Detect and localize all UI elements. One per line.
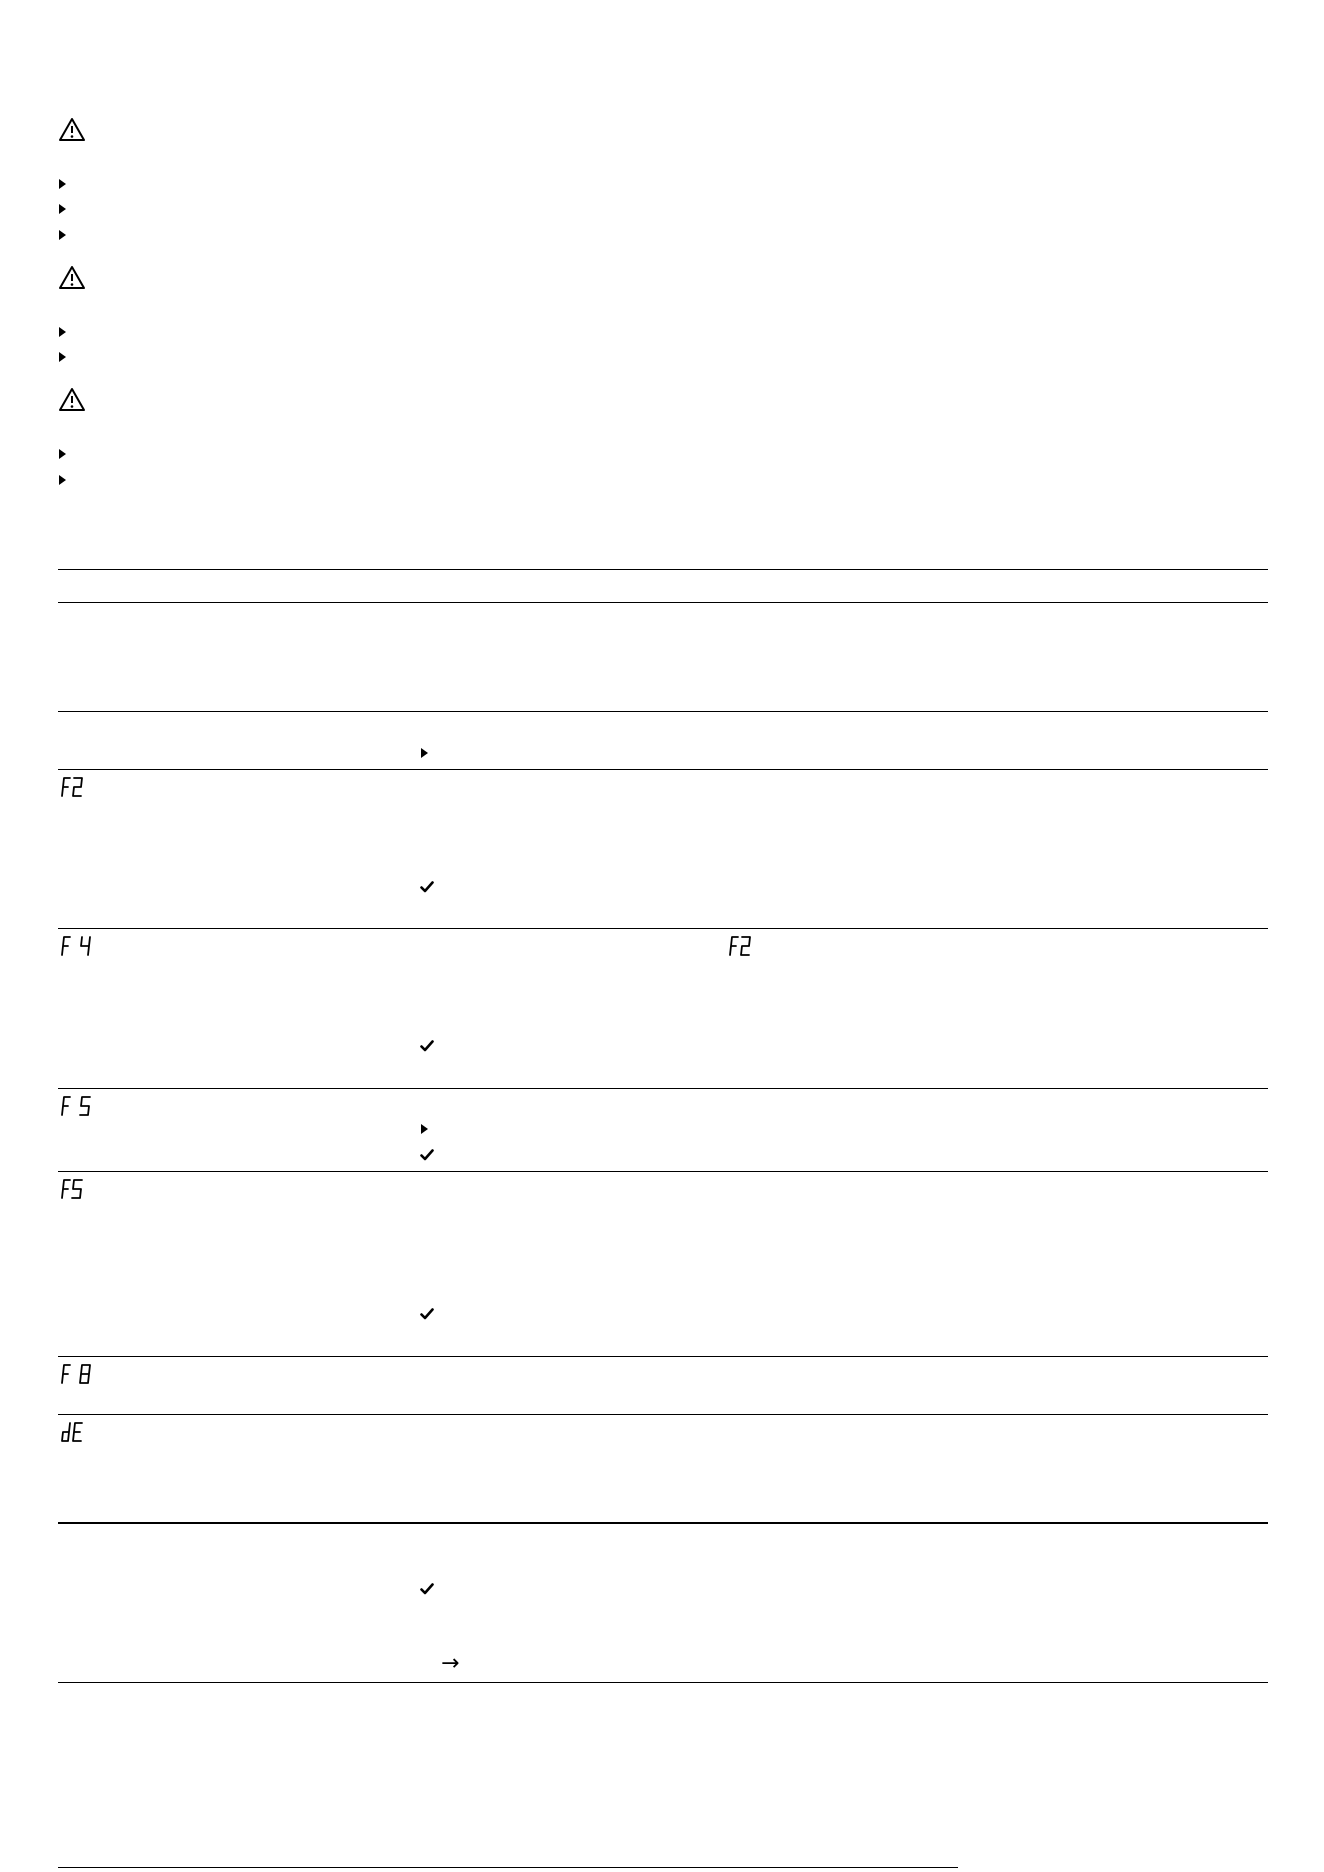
fault-code-de [60,1421,86,1447]
triangle-bullet-icon [59,179,66,189]
triangle-bullet-icon [59,204,66,214]
triangle-bullet-icon [59,475,66,485]
checkmark-icon [420,1583,434,1595]
table-row-rule [58,769,1268,770]
table-row-rule [58,1414,1268,1415]
checkmark-icon [420,1308,434,1320]
page-bottom-rule [58,1867,958,1868]
table-bottom-rule [58,1682,1268,1683]
table-row-rule [58,1088,1268,1089]
inline-fault-code-f2 [728,935,754,961]
warning-triangle-icon [58,117,86,143]
triangle-bullet-icon [59,230,66,240]
fault-code-f4 [60,935,94,961]
table-section-rule [58,1522,1268,1524]
triangle-bullet-icon [59,352,66,362]
fault-code-f5 [60,1178,86,1204]
checkmark-icon [420,1149,434,1161]
table-header-rule [58,602,1268,603]
table-top-rule [58,569,1268,570]
table-row-rule [58,1171,1268,1172]
fault-code-f2 [60,776,86,802]
checkmark-icon [420,881,434,893]
triangle-bullet-icon [421,1124,428,1134]
table-row-rule [58,1356,1268,1357]
checkmark-icon [420,1040,434,1052]
fault-code-f8 [60,1363,94,1389]
fault-code-f5-spaced [60,1095,94,1121]
triangle-bullet-icon [59,327,66,337]
warning-triangle-icon [58,387,86,413]
warning-triangle-icon [58,265,86,291]
triangle-bullet-icon [421,748,428,758]
right-arrow-icon: → [441,1651,460,1676]
table-row-rule [58,928,1268,929]
triangle-bullet-icon [59,449,66,459]
table-row-rule [58,711,1268,712]
